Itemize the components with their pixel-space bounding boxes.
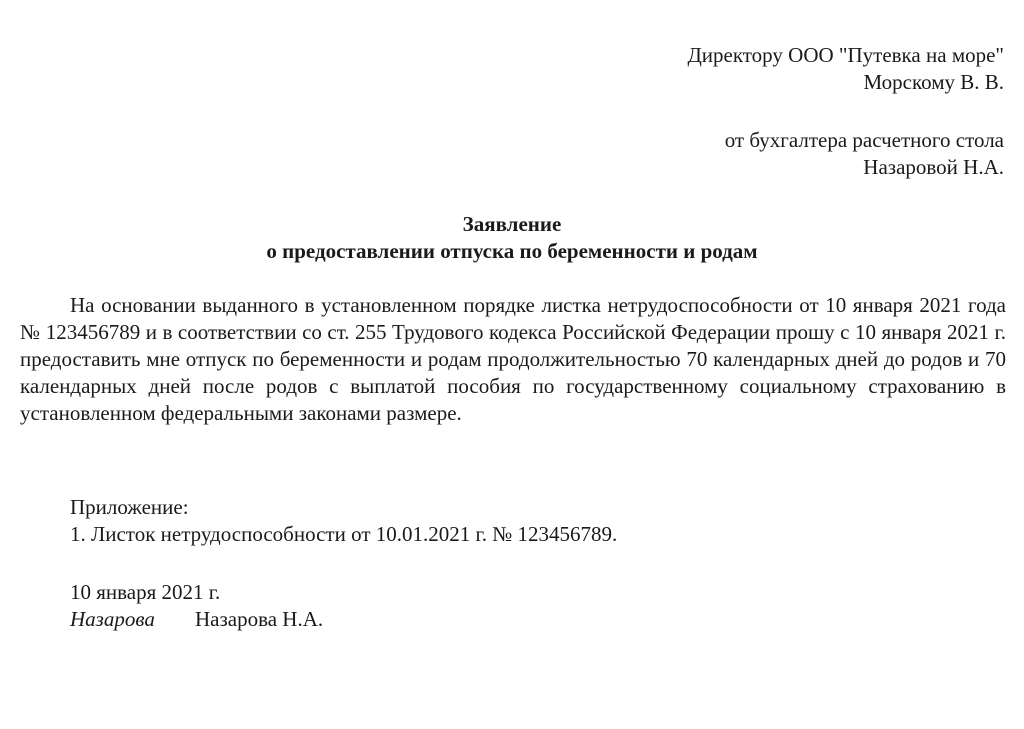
addressee-line-1: Директору ООО "Путевка на море"	[687, 43, 1004, 67]
sender-line-2: Назаровой Н.А.	[863, 155, 1004, 179]
sender-line-1: от бухгалтера расчетного стола	[724, 128, 1004, 152]
attachments-block	[70, 494, 617, 548]
attachment-item: 1. Листок нетрудоспособности от 10.01.2021 г. № 123456789.	[70, 522, 618, 546]
signatory-name: Назарова Н.А.	[195, 607, 324, 631]
body-paragraph: На основании выданного в установленном порядке листка нетрудоспособности от 10 января 2021 года № 123456789 и в соответствии со ст. 255 Трудового кодекса Российской Федерации прошу с 10 января 2021 г. предоставить мне отпуск по беременности и родам продолжительностью 70 календарных дней до родов и 70 календарных дней после родов с выплатой пособия по государственному социальному страхованию в установленном федеральными законами размере.	[20, 293, 1006, 425]
signature-date: 10 января 2021 г.	[70, 580, 221, 604]
handwritten-signature: Назарова	[70, 607, 155, 631]
signature-block	[70, 579, 323, 633]
addressee-line-2: Морскому В. В.	[863, 70, 1004, 94]
attachments-label: Приложение:	[70, 495, 189, 519]
sender-block	[725, 127, 1004, 181]
document-title	[0, 211, 1024, 265]
addressee-block	[687, 42, 1004, 96]
title-heading: Заявление	[462, 212, 562, 236]
signature-line	[70, 606, 323, 633]
title-subheading: о предоставлении отпуска по беременности и родам	[266, 239, 758, 263]
